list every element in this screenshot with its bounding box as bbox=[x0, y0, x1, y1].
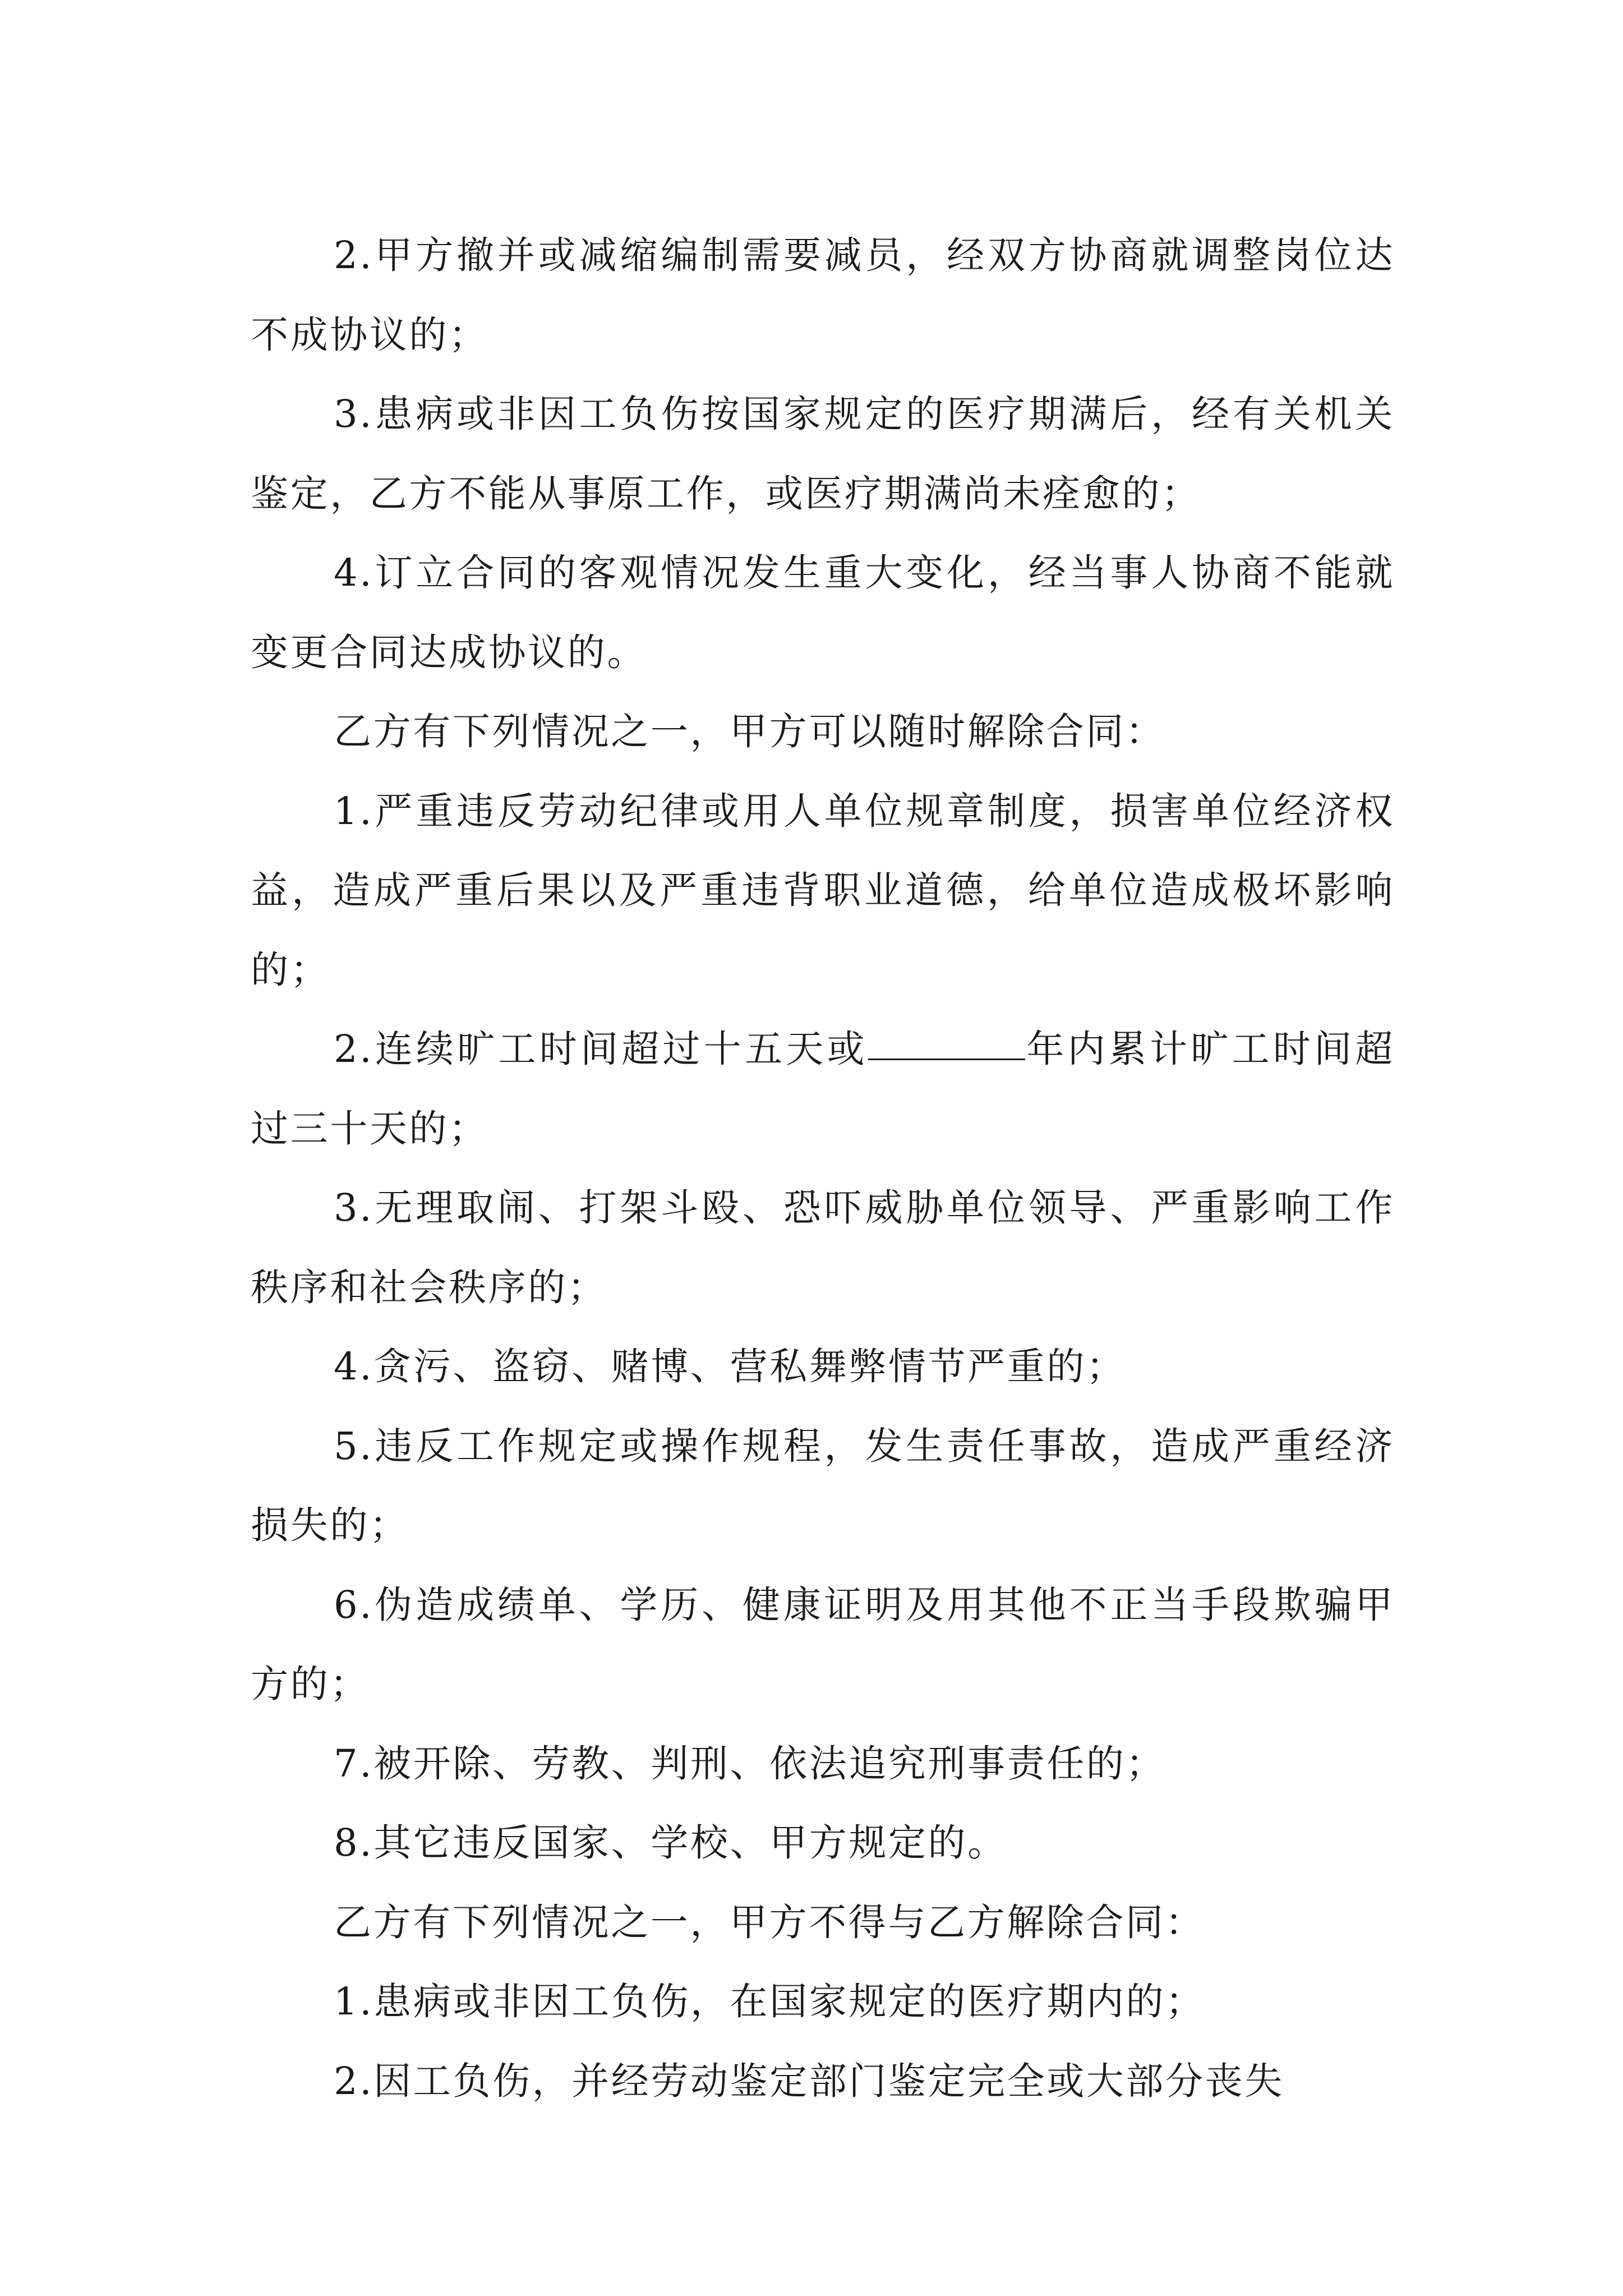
paragraph-dismissal-3: 3.无理取闹、打架斗殴、恐吓威胁单位领导、严重影响工作秩序和社会秩序的； bbox=[251, 1186, 1395, 1309]
dismissal-2-text-end: 年内累计旷工时间超过三十天的； bbox=[251, 1027, 1395, 1151]
paragraph-clause-4: 4.订立合同的客观情况发生重大变化，经当事人协商不能就变更合同达成协议的。 bbox=[251, 551, 1395, 674]
paragraph-clause-2: 2.甲方撤并或减缩编制需要减员，经双方协商就调整岗位达不成协议的； bbox=[251, 233, 1395, 357]
paragraph-dismissal-4: 4.贪污、盗窃、赌博、营私舞弊情节严重的； bbox=[334, 1345, 1126, 1388]
paragraph-dismissal-1: 1.严重违反劳动纪律或用人单位规章制度，损害单位经济权益，造成严重后果以及严重违背职业道德，给单位造成极坏影响的； bbox=[251, 789, 1395, 992]
paragraph-protected-1: 1.患病或非因工负伤，在国家规定的医疗期内的； bbox=[334, 1980, 1205, 2023]
paragraph-protected-2: 2.因工负伤，并经劳动鉴定部门鉴定完全或大部分丧失 bbox=[334, 2059, 1284, 2103]
paragraph-dismissal-2 bbox=[251, 1010, 1395, 1168]
paragraph-dismissal-7: 7.被开除、劳教、判刑、依法追究刑事责任的； bbox=[334, 1741, 1166, 1786]
dismissal-2-text-start: 2.连续旷工时间超过十五天或 bbox=[334, 1027, 868, 1071]
paragraph-dismissal-5: 5.违反工作规定或操作规程，发生责任事故，造成严重经济损失的； bbox=[251, 1424, 1395, 1547]
paragraph-dismissal-8: 8.其它违反国家、学校、甲方规定的。 bbox=[334, 1821, 1007, 1865]
section-heading-no-dismissal: 乙方有下列情况之一，甲方不得与乙方解除合同： bbox=[334, 1900, 1205, 1944]
paragraph-clause-3: 3.患病或非因工负伤按国家规定的医疗期满后，经有关机关鉴定，乙方不能从事原工作，或医疗期满尚未痊愈的； bbox=[251, 392, 1395, 516]
fill-in-blank bbox=[868, 1058, 1025, 1060]
document-page bbox=[251, 216, 1395, 2121]
section-heading-dismissal-at-any-time: 乙方有下列情况之一，甲方可以随时解除合同： bbox=[334, 710, 1165, 753]
paragraph-dismissal-6: 6.伪造成绩单、学历、健康证明及用其他不正当手段欺骗甲方的； bbox=[251, 1582, 1395, 1706]
